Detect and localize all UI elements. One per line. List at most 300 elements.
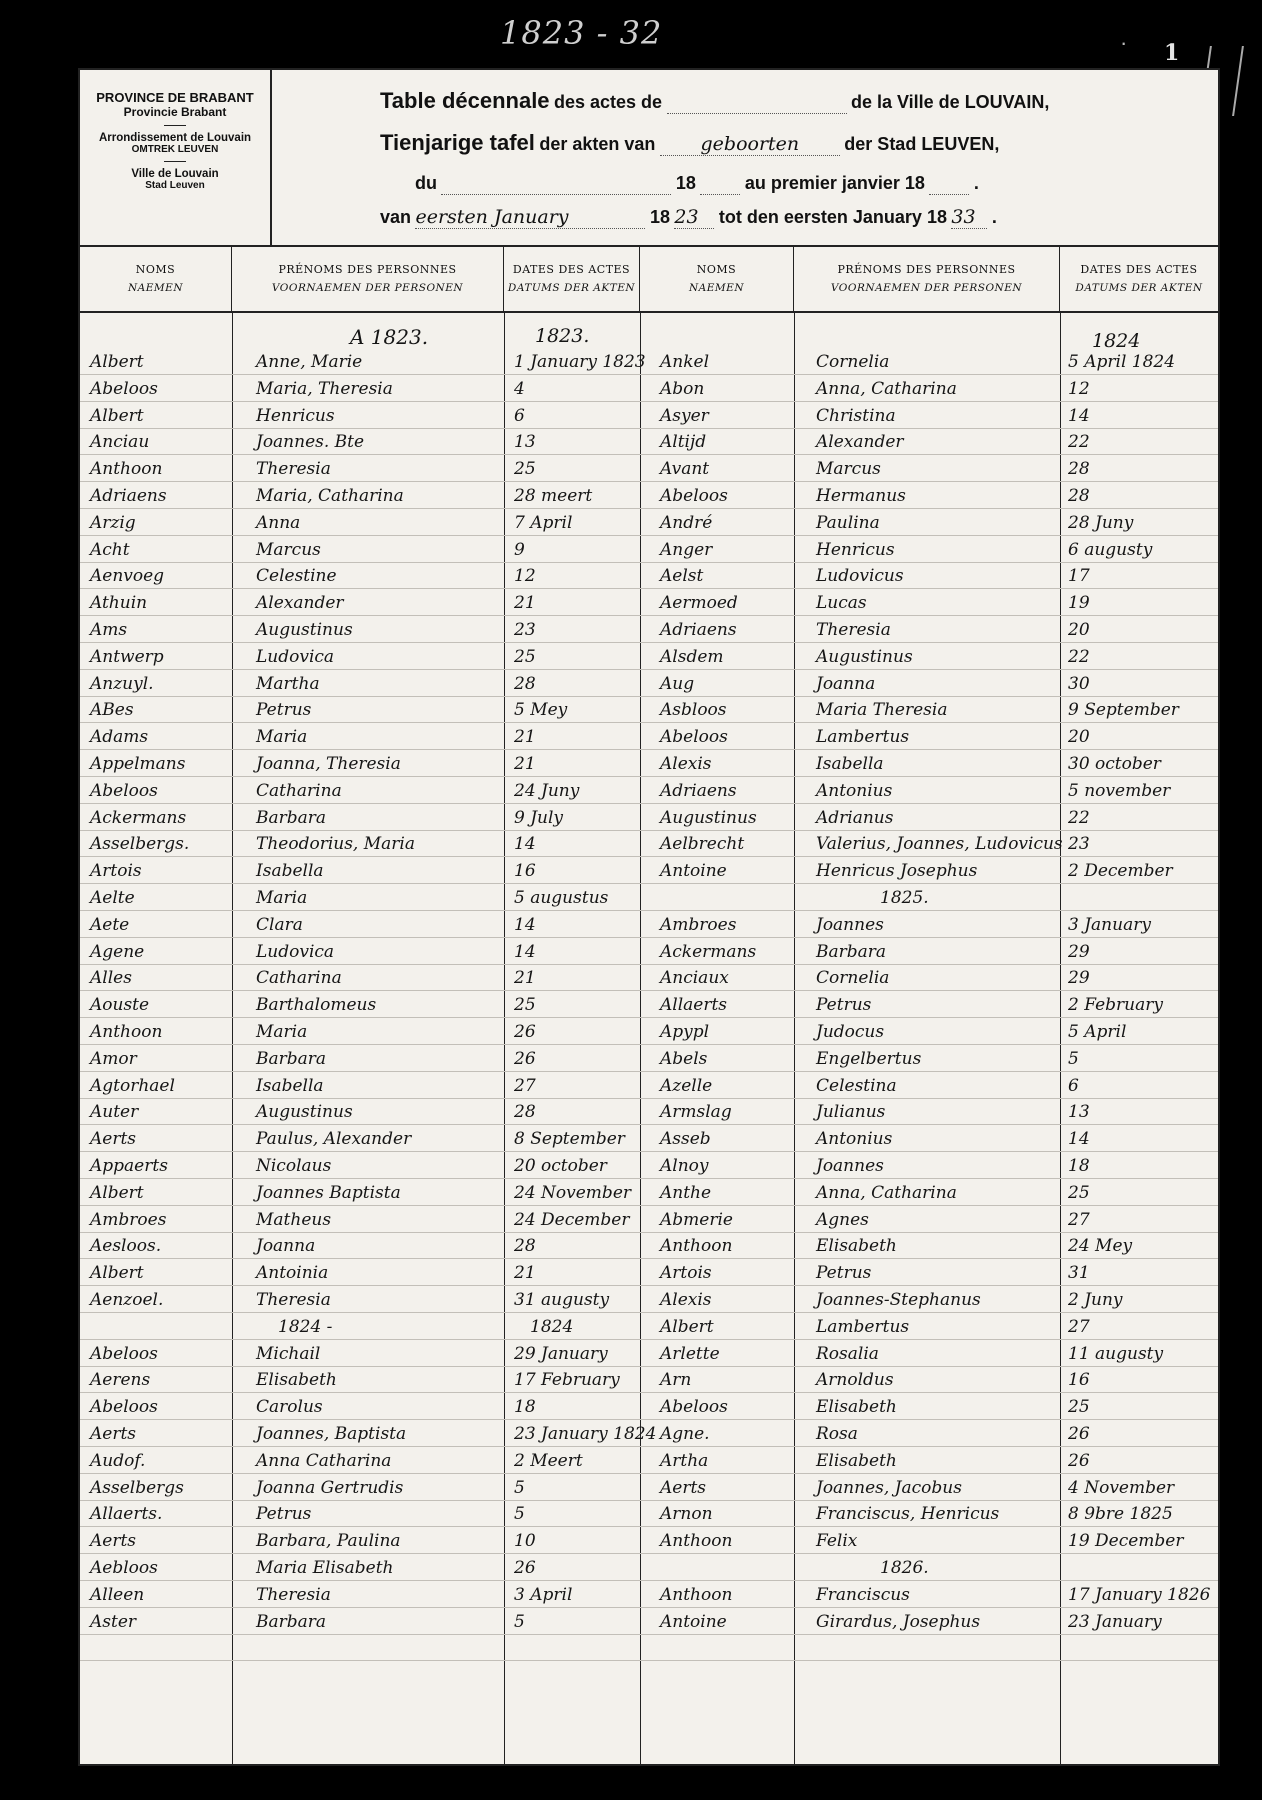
entry-surname: Artois	[90, 861, 142, 882]
entry-date: 28	[514, 673, 536, 694]
entry-surname: Anzuyl.	[90, 673, 154, 694]
col-label: PRÉNOMS DES PERSONNES	[278, 263, 457, 276]
ruled-line	[80, 1098, 1218, 1099]
ruled-line	[80, 1232, 1218, 1233]
entry-date: 5	[1068, 1048, 1079, 1069]
entry-given-names: Joanna, Theresia	[256, 754, 401, 774]
entry-given-names: Felix	[816, 1531, 858, 1552]
entry-given-names: Antoinia	[256, 1263, 329, 1284]
entry-surname: Aerens	[90, 1370, 151, 1391]
entry-surname: Alexis	[660, 1290, 712, 1310]
entry-given-names: Isabella	[256, 1075, 324, 1096]
entry-date: 3 January	[1068, 914, 1151, 935]
entry-given-names: Maria	[256, 727, 308, 748]
entry-date: 1 January 1823	[514, 352, 646, 372]
column-headers	[80, 245, 1218, 313]
entry-surname: Ankel	[660, 352, 710, 372]
entry-given-names: Maria Theresia	[816, 700, 948, 721]
ruled-line	[80, 1366, 1218, 1367]
entry-date: 27	[1068, 1316, 1090, 1337]
entry-surname: Anthoon	[660, 1236, 733, 1257]
entry-given-names: Anna	[256, 512, 301, 533]
ruled-line	[80, 1178, 1218, 1179]
entry-date: 4	[514, 378, 525, 399]
entry-surname: Aug	[660, 673, 695, 694]
ruled-line	[80, 776, 1218, 777]
entry-surname: Aenzoel.	[90, 1290, 164, 1310]
ruled-line	[80, 1339, 1218, 1340]
ruled-line	[80, 535, 1218, 536]
entry-given-names: Arnoldus	[816, 1370, 894, 1391]
entry-given-names: Henricus Josephus	[816, 861, 978, 882]
entry-given-names: Agnes	[816, 1209, 869, 1230]
entry-given-names: Maria	[256, 1022, 308, 1042]
entry-surname: Aelbrecht	[660, 834, 745, 855]
register-header	[80, 70, 1218, 247]
entry-surname: Aelte	[90, 888, 135, 908]
entry-given-names: Paulina	[816, 512, 880, 533]
entry-surname: Abeloos	[90, 1343, 158, 1364]
period-line-nl	[380, 206, 997, 229]
entry-date: 13	[514, 432, 536, 453]
entry-date: 5	[514, 1477, 525, 1498]
period-end: .	[991, 207, 997, 227]
entry-given-names: Clara	[256, 914, 303, 935]
entry-date: 16	[1068, 1370, 1090, 1391]
col-label: VOORNAEMEN DER PERSONEN	[830, 282, 1023, 294]
entry-given-names: Michail	[256, 1343, 321, 1364]
entry-surname: Audof.	[90, 1450, 146, 1471]
entry-surname: Asbloos	[660, 700, 727, 721]
entry-date: 28 meert	[514, 486, 593, 506]
entry-given-names: Maria, Theresia	[256, 378, 393, 399]
entry-surname: Anthe	[660, 1182, 712, 1203]
entry-surname: Aenvoeg	[90, 566, 165, 587]
entry-date: 17 January 1826	[1068, 1584, 1211, 1605]
entry-surname: Alles	[90, 968, 132, 989]
entry-date: 5 April	[1068, 1022, 1127, 1042]
entry-surname: Anger	[660, 539, 713, 560]
entry-date: 29 January	[514, 1343, 608, 1364]
entry-date: 27	[1068, 1209, 1090, 1230]
entry-date: 25	[1068, 1182, 1090, 1203]
period-line-fr	[415, 173, 979, 195]
entry-surname: Allaerts.	[90, 1504, 163, 1525]
title-fr-ville: de la Ville de LOUVAIN,	[850, 92, 1050, 112]
period-premier: au premier janvier 18	[744, 173, 925, 193]
entry-date: 5 Mey	[514, 700, 568, 721]
entry-surname: Albert	[90, 1182, 144, 1203]
entry-given-names: Rosa	[816, 1424, 858, 1444]
entry-given-names: 1826.	[880, 1558, 929, 1578]
entry-surname: Agene	[90, 941, 145, 962]
entry-given-names: Ludovica	[256, 941, 335, 962]
ruled-line	[80, 481, 1218, 482]
entry-date: 28 Juny	[1068, 512, 1134, 533]
entry-date: 20	[1068, 727, 1090, 748]
entry-surname: Alexis	[660, 754, 712, 774]
entry-surname: Ackermans	[660, 941, 757, 962]
entry-surname: Abeloos	[660, 1397, 728, 1418]
entry-date: 24 Juny	[514, 780, 580, 801]
entry-date: 5 augustus	[514, 888, 609, 908]
entry-given-names: Ludovicus	[816, 566, 904, 587]
entry-given-names: Joannes, Jacobus	[816, 1477, 962, 1498]
entry-given-names: Theresia	[256, 1584, 331, 1605]
period-end: .	[973, 173, 979, 193]
entry-given-names: Christina	[816, 405, 896, 426]
entry-date: 30	[1068, 673, 1090, 694]
entry-surname: Antoine	[660, 1611, 727, 1632]
ruled-line	[80, 1526, 1218, 1527]
ruled-line	[80, 830, 1218, 831]
arrondissement-nl: OMTREK LEUVEN	[131, 144, 219, 155]
blank-field	[441, 176, 671, 195]
entry-date: 11 augusty	[1068, 1343, 1164, 1364]
entry-date: 14	[1068, 1129, 1090, 1150]
period-van: van	[380, 207, 412, 227]
ruled-line	[80, 1258, 1218, 1259]
col-label: DATES DES ACTES	[512, 263, 631, 276]
blank-field	[700, 176, 740, 195]
ruled-line	[80, 642, 1218, 643]
ruled-line	[80, 508, 1218, 509]
entry-given-names: 1824 -	[278, 1316, 333, 1337]
col-label: DATUMS DER AKTEN	[1075, 282, 1203, 294]
entry-date: 29	[1068, 941, 1090, 962]
title-line-fr	[380, 88, 1049, 114]
entry-date: 25	[1068, 1397, 1090, 1418]
entry-surname: Armslag	[660, 1102, 732, 1123]
entry-given-names: Elisabeth	[816, 1450, 897, 1471]
entry-surname: Artha	[660, 1450, 709, 1471]
entry-date: 2 Meert	[514, 1450, 583, 1471]
title-block	[270, 70, 1216, 245]
entry-given-names: Petrus	[256, 700, 312, 721]
end-year: 33	[951, 206, 987, 229]
entry-date: 23	[514, 620, 536, 640]
entry-given-names: Anna, Catharina	[816, 378, 957, 399]
entry-date: 24 December	[514, 1209, 630, 1230]
ruled-line	[80, 803, 1218, 804]
ruled-line	[80, 1151, 1218, 1152]
entry-surname: Amor	[90, 1048, 137, 1069]
period-18: 18	[649, 207, 670, 227]
entry-date: 5	[514, 1504, 525, 1525]
entry-surname: Aete	[90, 914, 130, 935]
col-label: NAEMEN	[688, 282, 745, 294]
col-label: DATUMS DER AKTEN	[507, 282, 636, 294]
entry-date: 1824	[530, 1316, 574, 1337]
title-nl: Tienjarige tafel	[380, 130, 535, 155]
title-fr: Table décennale	[380, 88, 550, 113]
ruled-line	[80, 374, 1218, 375]
entry-given-names: Henricus	[816, 539, 895, 560]
entry-given-names: Maria	[256, 888, 308, 908]
entry-surname: Abeloos	[660, 727, 728, 748]
column-rule	[232, 311, 233, 1764]
entry-date: 26	[1068, 1424, 1090, 1444]
entry-given-names: Theresia	[816, 620, 891, 640]
entry-given-names: Joannes	[816, 914, 884, 935]
entry-given-names: 1825.	[880, 888, 929, 908]
entry-given-names: Barthalomeus	[256, 995, 377, 1016]
entry-date: 7 April	[514, 512, 573, 533]
province-block	[80, 70, 272, 245]
entry-surname: Aerts	[90, 1129, 137, 1150]
entry-date: 21	[514, 593, 536, 614]
col-prenoms-right	[794, 245, 1060, 311]
entry-date: 4 November	[1068, 1477, 1175, 1498]
entry-given-names: Celestina	[816, 1075, 897, 1096]
entry-surname: Appelmans	[90, 754, 186, 774]
entry-given-names: Matheus	[256, 1209, 332, 1230]
entry-given-names: Rosalia	[816, 1343, 879, 1364]
ruled-line	[80, 1473, 1218, 1474]
ruled-line	[80, 1124, 1218, 1125]
entry-given-names: Martha	[256, 673, 320, 694]
col-dates-right	[1060, 245, 1218, 311]
entry-date: 21	[514, 1263, 536, 1284]
entry-given-names: Barbara	[816, 941, 887, 962]
col-prenoms-left	[232, 245, 504, 311]
entry-surname: Augustinus	[660, 807, 757, 828]
ruled-line	[80, 990, 1218, 991]
entry-surname: Ambroes	[90, 1209, 167, 1230]
ruled-line	[80, 1392, 1218, 1393]
entry-date: 14	[514, 941, 536, 962]
ruled-line	[80, 910, 1218, 911]
entry-date: 28	[1068, 486, 1090, 506]
entry-date: 5 november	[1068, 780, 1171, 801]
divider	[164, 161, 186, 162]
entry-given-names: Cornelia	[816, 968, 890, 989]
entry-surname: Arnon	[660, 1504, 713, 1525]
ruled-line	[80, 669, 1218, 670]
entry-surname: Ams	[90, 620, 128, 640]
ruled-line	[80, 1071, 1218, 1072]
entry-date: 22	[1068, 432, 1090, 453]
entry-date: 19 December	[1068, 1531, 1184, 1552]
entry-date: 20	[1068, 620, 1090, 640]
ruled-line	[80, 722, 1218, 723]
entry-date: 23 January	[1068, 1611, 1162, 1632]
entry-given-names: Petrus	[816, 1263, 872, 1284]
entry-given-names: Joanna	[256, 1236, 316, 1257]
entry-date: 24 November	[514, 1182, 631, 1203]
entry-date: 5	[514, 1611, 525, 1632]
entry-surname: Antwerp	[90, 646, 164, 667]
entry-given-names: Catharina	[256, 780, 342, 801]
entry-given-names: Barbara, Paulina	[256, 1531, 401, 1552]
entry-date: 21	[514, 754, 536, 774]
entry-date: 9 September	[1068, 700, 1179, 721]
ruled-line	[80, 1553, 1218, 1554]
entry-given-names: Henricus	[256, 405, 335, 426]
entry-surname: Aerts	[90, 1424, 137, 1444]
entry-given-names: Maria Elisabeth	[256, 1558, 394, 1578]
entry-surname: Agtorhael	[90, 1075, 175, 1096]
ruled-line	[80, 562, 1218, 563]
entry-surname: Arn	[660, 1370, 692, 1391]
entry-date: 8 September	[514, 1129, 625, 1150]
entry-given-names: Carolus	[256, 1397, 323, 1418]
entry-given-names: Judocus	[816, 1022, 885, 1042]
entry-date: 6	[1068, 1075, 1079, 1096]
entry-surname: Anthoon	[660, 1584, 733, 1605]
entry-surname: Anciau	[90, 432, 150, 453]
entry-date: 28	[514, 1236, 536, 1257]
entry-surname: Albert	[90, 405, 144, 426]
entry-given-names: Theodorius, Maria	[256, 834, 415, 855]
entry-given-names: Petrus	[256, 1504, 312, 1525]
entry-surname: Abeloos	[660, 486, 728, 506]
entry-surname: Azelle	[660, 1075, 713, 1096]
entry-surname: Acht	[90, 539, 130, 560]
ruled-line	[80, 1446, 1218, 1447]
stad-nl: Stad Leuven	[145, 180, 205, 191]
entry-surname: Auter	[90, 1102, 139, 1123]
entry-date: 17	[1068, 566, 1090, 587]
entry-surname: Adriaens	[90, 486, 167, 506]
entry-given-names: Hermanus	[816, 486, 906, 506]
section-letter-year: A 1823.	[350, 325, 429, 349]
entry-date: 9	[514, 539, 525, 560]
entry-given-names: Cornelia	[816, 352, 890, 372]
register-type: geboorten	[660, 133, 840, 156]
entry-date: 13	[1068, 1102, 1090, 1123]
column-rule	[640, 311, 641, 1764]
entry-date: 28	[514, 1102, 536, 1123]
section-year-left: 1823.	[535, 325, 590, 347]
entry-surname: Aermoed	[660, 593, 738, 614]
entry-surname: Arlette	[660, 1343, 720, 1364]
tick-mark: ·	[1120, 30, 1128, 55]
period-tot: tot den eersten January 18	[718, 207, 947, 227]
entry-date: 27	[514, 1075, 536, 1096]
page-number: 1	[1164, 40, 1180, 66]
entry-given-names: Barbara	[256, 807, 327, 828]
entry-given-names: Paulus, Alexander	[256, 1129, 412, 1150]
entry-surname: Apypl	[660, 1022, 710, 1042]
ruled-line	[80, 454, 1218, 455]
entry-date: 16	[514, 861, 536, 882]
entry-surname: Antoine	[660, 861, 727, 882]
entry-surname: Alsdem	[660, 646, 724, 667]
entry-surname: Altijd	[660, 432, 707, 453]
ruled-line	[80, 1205, 1218, 1206]
entry-surname: Abon	[660, 378, 705, 399]
entry-surname: Adriaens	[660, 620, 737, 640]
ruled-line	[80, 615, 1218, 616]
ville-fr: Ville de Louvain	[131, 168, 219, 180]
entry-date: 14	[514, 834, 536, 855]
register-sheet	[78, 68, 1220, 1766]
col-label: NOMS	[696, 263, 737, 276]
entry-surname: Albert	[90, 352, 144, 372]
title-line-nl	[380, 130, 999, 156]
entry-surname: Anciaux	[660, 968, 729, 989]
ruled-line	[80, 1017, 1218, 1018]
entry-date: 25	[514, 646, 536, 667]
entry-date: 26	[514, 1048, 536, 1069]
entry-date: 22	[1068, 646, 1090, 667]
entry-surname: Asselbergs	[90, 1477, 184, 1498]
entry-surname: Artois	[660, 1263, 712, 1284]
entry-surname: Albert	[90, 1263, 144, 1284]
entry-surname: Aebloos	[90, 1558, 158, 1578]
entry-given-names: Theresia	[256, 459, 331, 480]
entry-surname: Abels	[660, 1048, 708, 1069]
ruled-line	[80, 1607, 1218, 1608]
entry-date: 23	[1068, 834, 1090, 855]
entry-given-names: Lambertus	[816, 727, 910, 748]
ruled-line	[80, 588, 1218, 589]
entry-given-names: Joannes Baptista	[256, 1182, 401, 1203]
entry-given-names: Petrus	[816, 995, 872, 1016]
entry-date: 5 April 1824	[1068, 352, 1176, 372]
entry-date: 19	[1068, 593, 1090, 614]
entry-given-names: Ludovica	[256, 646, 335, 667]
entry-date: 31	[1068, 1263, 1090, 1284]
province-nl: Provincie Brabant	[123, 105, 227, 119]
entry-surname: Abmerie	[660, 1209, 733, 1230]
entry-surname: Albert	[660, 1316, 714, 1337]
entry-given-names: Lambertus	[816, 1316, 910, 1337]
entry-surname: Aesloos.	[90, 1236, 162, 1257]
entry-surname: Asselbergs.	[90, 834, 190, 855]
entry-given-names: Engelbertus	[816, 1048, 922, 1069]
ruled-line	[80, 1044, 1218, 1045]
entry-date: 18	[1068, 1156, 1090, 1176]
entry-date: 9 July	[514, 807, 564, 828]
entry-date: 14	[514, 914, 536, 935]
entry-surname: Arzig	[90, 512, 136, 533]
ruled-line	[80, 401, 1218, 402]
entry-given-names: Isabella	[816, 754, 884, 774]
entry-given-names: Elisabeth	[816, 1236, 897, 1257]
col-label: NOMS	[135, 263, 176, 276]
entry-date: 24 Mey	[1068, 1236, 1133, 1257]
entry-surname: Aelst	[660, 566, 704, 587]
entry-given-names: Anna Catharina	[256, 1450, 392, 1471]
entry-surname: André	[660, 512, 713, 533]
entry-given-names: Maria, Catharina	[256, 486, 404, 506]
entry-date: 28	[1068, 459, 1090, 480]
entry-given-names: Marcus	[816, 459, 881, 480]
entry-date: 12	[514, 566, 536, 587]
col-noms-right	[640, 245, 794, 311]
entry-surname: Anthoon	[660, 1531, 733, 1552]
period-start: eersten January	[415, 206, 645, 229]
entry-given-names: Joannes	[816, 1156, 884, 1176]
entry-given-names: Elisabeth	[816, 1397, 897, 1418]
entry-given-names: Joannes-Stephanus	[816, 1290, 981, 1310]
blank-field	[667, 95, 847, 114]
entry-surname: Alleen	[90, 1584, 145, 1605]
entry-surname: Adriaens	[660, 780, 737, 801]
entry-given-names: Joanna Gertrudis	[256, 1477, 404, 1498]
entry-date: 25	[514, 995, 536, 1016]
col-noms-left	[80, 245, 232, 311]
ruled-line	[80, 1580, 1218, 1581]
entry-given-names: Joanna	[816, 673, 876, 694]
entry-date: 2 Juny	[1068, 1290, 1123, 1310]
entry-surname: Asseb	[660, 1129, 711, 1150]
entry-given-names: Joannes, Baptista	[256, 1424, 407, 1444]
entry-surname: ABes	[90, 700, 134, 721]
entry-surname: Athuin	[90, 593, 148, 614]
